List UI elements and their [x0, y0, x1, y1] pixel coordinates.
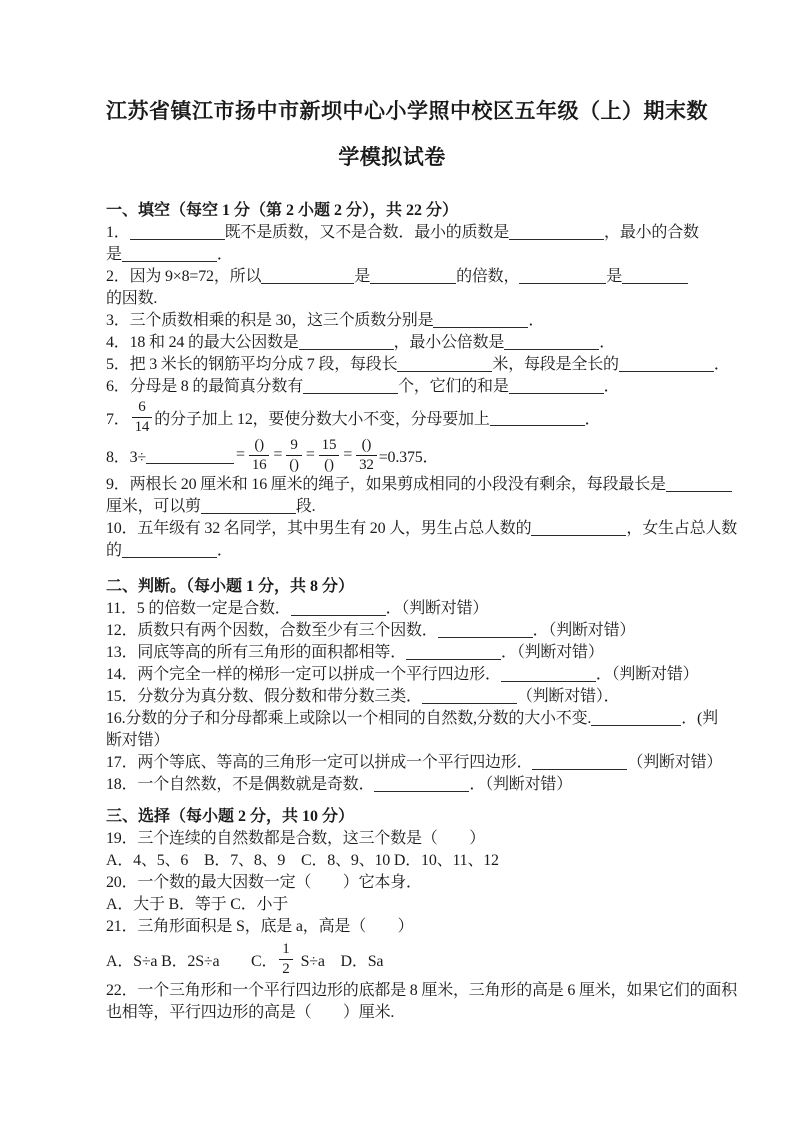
- q9-text: 段.: [295, 498, 316, 515]
- q21-options-text: S÷a D．Sa: [300, 952, 384, 970]
- q16-text: 断对错）: [106, 732, 170, 749]
- q16-text: ．(判: [681, 710, 718, 727]
- answer-blank: [438, 621, 533, 638]
- answer-blank: [490, 409, 585, 426]
- fraction-numerator: (): [356, 437, 377, 456]
- answer-blank: [130, 223, 225, 240]
- answer-blank: [374, 775, 469, 792]
- fraction: [249, 437, 270, 474]
- q19-options-text: A．4、5、6 B．7、8、9 C．8、9、10 D．10、11、12: [106, 852, 499, 869]
- fraction-denominator: (): [324, 456, 334, 473]
- q20-options-text: A．大于 B．等于 C．小于: [106, 896, 289, 913]
- q16-text: 16.分数的分子和分母都乘上或除以一个相同的自然数,分数的大小不变.: [106, 710, 592, 727]
- q7-text: 的分子加上 12，要使分数大小不变，分母要加上: [154, 410, 490, 428]
- fraction-numerator: 6: [132, 399, 153, 418]
- answer-blank: [370, 267, 456, 284]
- q16-line2: [106, 730, 678, 752]
- fraction-numerator: 15: [319, 437, 340, 456]
- fraction-numerator: (): [249, 437, 270, 456]
- q14-text: 14．两个完全一样的梯形一定可以拼成一个平行四边形．: [106, 666, 501, 683]
- fraction-denominator: 14: [134, 418, 150, 435]
- q8-text: =0.375．: [378, 448, 439, 466]
- answer-blank: [397, 355, 492, 372]
- q21-options-text: A．S÷a B．2S÷a C．: [106, 952, 278, 970]
- q7-line: [106, 398, 678, 436]
- q10-text: ，女生占总人数: [626, 520, 738, 537]
- q16-line1: [106, 708, 718, 730]
- q19-text: 19．三个连续的自然数都是合数，这三个数是（ ）: [106, 830, 486, 847]
- q9-text: 9．两根长 20 厘米和 16 厘米的绳子，如果剪成相同的小段没有剩余，每段最长是: [106, 476, 666, 493]
- q18-text: ．（判断对错）: [469, 776, 573, 793]
- answer-blank: [146, 447, 234, 464]
- q4-text: ，最小公倍数是: [393, 334, 505, 351]
- q7-number: 7．: [106, 410, 130, 428]
- answer-blank: [532, 753, 627, 770]
- q10-text: ．: [216, 542, 233, 559]
- answer-blank: [422, 687, 517, 704]
- fraction: [286, 437, 302, 474]
- q19-options: [106, 850, 678, 872]
- fraction-denominator: 2: [282, 960, 290, 977]
- fraction: [319, 437, 340, 474]
- section-judge-heading: 二、判断。（每小题 1 分，共 8 分）: [106, 578, 355, 595]
- fraction-denominator: 16: [251, 456, 267, 473]
- exam-content: [106, 0, 738, 1024]
- q13-line: [106, 642, 678, 664]
- q17-text: （判断对错）: [627, 754, 723, 771]
- answer-blank: [122, 541, 217, 558]
- q7-text: ．: [584, 410, 601, 428]
- q2-text: 的倍数，: [456, 268, 520, 285]
- q2-text: 的因数.: [106, 290, 158, 307]
- exam-title-line2: 学模拟试卷: [338, 145, 446, 169]
- q5-text: 5．把 3 米长的钢筋平均分成 7 段，每段长: [106, 356, 398, 373]
- answer-blank: [619, 355, 714, 372]
- q2-text: 是: [354, 268, 371, 285]
- equals-sign: =: [343, 446, 353, 463]
- fraction: [279, 941, 292, 978]
- answer-blank: [622, 267, 688, 284]
- q20-text: 20．一个数的最大因数一定（ ）它本身．: [106, 874, 422, 891]
- q2-text: 2．因为 9×8=72，所以: [106, 268, 262, 285]
- answer-blank: [504, 333, 599, 350]
- q3-text: ．: [528, 312, 545, 329]
- fraction-numerator: 9: [286, 437, 302, 456]
- fraction-denominator: 32: [359, 456, 374, 473]
- q11-text: 11．5 的倍数一定是合数．: [106, 600, 291, 617]
- answer-blank: [509, 377, 604, 394]
- q18-text: 18．一个自然数，不是偶数就是奇数．: [106, 776, 375, 793]
- q10-text: 10．五年级有 32 名同学，其中男生有 20 人，男生占总人数的: [106, 520, 532, 537]
- q9-line2: [106, 496, 678, 518]
- q9-line1: [106, 474, 678, 496]
- q6-text: ．: [603, 378, 620, 395]
- q5-line: [106, 354, 730, 376]
- answer-blank: [591, 709, 681, 726]
- q11-line: [106, 598, 678, 620]
- fraction: [132, 399, 153, 436]
- exam-title-line1: 江苏省镇江市扬中市新坝中心小学照中校区五年级（上）期末数: [106, 99, 708, 123]
- answer-blank: [303, 377, 398, 394]
- equals-sign: =: [273, 446, 283, 463]
- q14-text: ．（判断对错）: [595, 666, 699, 683]
- q2-line2: [106, 288, 678, 310]
- q5-text: 米，每段是全长的: [492, 356, 619, 373]
- q17-line: [106, 752, 723, 774]
- answer-blank: [519, 267, 606, 284]
- q20-options: [106, 894, 678, 916]
- q2-line1: [106, 266, 678, 288]
- equals-sign: =: [235, 446, 245, 463]
- answer-blank: [201, 497, 296, 514]
- q11-text: ．（判断对错）: [385, 600, 489, 617]
- q6-text: 6．分母是 8 的最简真分数有: [106, 378, 304, 395]
- answer-blank: [291, 599, 386, 616]
- q22-text: 也相等，平行四边形的高是（ ）厘米.: [106, 1004, 395, 1021]
- q15-line: [106, 686, 678, 708]
- fraction-denominator: (): [289, 456, 299, 473]
- q13-text: ．（判断对错）: [501, 644, 604, 661]
- q12-text: 12．质数只有两个因数，合数至少有三个因数．: [106, 622, 438, 639]
- q8-text: 8．3÷: [106, 448, 146, 466]
- q9-text: 厘米，可以剪: [106, 498, 201, 515]
- q1-text: ．: [216, 246, 233, 263]
- answer-blank: [509, 223, 604, 240]
- q2-text: 是: [606, 268, 623, 285]
- fraction: [356, 437, 377, 474]
- q4-line: [106, 332, 678, 354]
- q4-text: ．: [599, 334, 616, 351]
- q6-text: 个，它们的和是: [398, 378, 509, 395]
- q3-line: [106, 310, 678, 332]
- q1-text: 是: [106, 246, 122, 263]
- answer-blank: [122, 245, 217, 262]
- answer-blank: [299, 333, 394, 350]
- q21-stem: [106, 916, 678, 938]
- q8-line: [106, 436, 678, 474]
- q5-text: ．: [713, 356, 730, 373]
- answer-blank: [531, 519, 626, 536]
- q21-text: 21．三角形面积是 S，底是 a，高是（ ）: [106, 918, 414, 935]
- q12-text: ．（判断对错）: [532, 622, 636, 639]
- q18-line: [106, 774, 678, 796]
- q14-line: [106, 664, 699, 686]
- fraction-numerator: 1: [279, 941, 292, 960]
- q22-line2: [106, 1002, 678, 1024]
- answer-blank: [433, 311, 528, 328]
- q20-stem: [106, 872, 678, 894]
- section-fill-heading: 一、填空（每空 1 分（第 2 小题 2 分），共 22 分）: [106, 202, 459, 219]
- answer-blank: [406, 643, 501, 660]
- q1-line1: [106, 222, 699, 244]
- answer-blank: [261, 267, 354, 284]
- q6-line: [106, 376, 678, 398]
- q10-line2: [106, 540, 678, 562]
- q13-text: 13．同底等高的所有三角形的面积都相等．: [106, 644, 407, 661]
- q22-text: 22．一个三角形和一个平行四边形的底都是 8 厘米，三角形的高是 6 厘米，如果它们的面积: [106, 982, 738, 999]
- q22-line1: [106, 980, 738, 1002]
- q21-options: [106, 938, 678, 980]
- section-choice-heading: 三、选择（每小题 2 分，共 10 分）: [106, 808, 355, 825]
- q4-text: 4．18 和 24 的最大公因数是: [106, 334, 299, 351]
- answer-blank: [666, 475, 732, 492]
- q17-text: 17．两个等底、等高的三角形一定可以拼成一个平行四边形．: [106, 754, 533, 771]
- q12-line: [106, 620, 678, 642]
- q10-text: 的: [106, 542, 122, 559]
- q15-text: 15．分数分为真分数、假分数和带分数三类．: [106, 688, 422, 705]
- answer-blank: [501, 665, 596, 682]
- q19-stem: [106, 828, 678, 850]
- q10-line1: [106, 518, 738, 540]
- q1-line2: [106, 244, 678, 266]
- q15-text: （判断对错）．: [516, 688, 620, 705]
- q1-text: ，最小的合数: [604, 224, 699, 241]
- q1-text: 既不是质数，又不是合数．最小的质数是: [224, 224, 510, 241]
- q1-number: 1．: [106, 224, 130, 241]
- q3-text: 3．三个质数相乘的积是 30，这三个质数分别是: [106, 312, 434, 329]
- equals-sign: =: [305, 446, 315, 463]
